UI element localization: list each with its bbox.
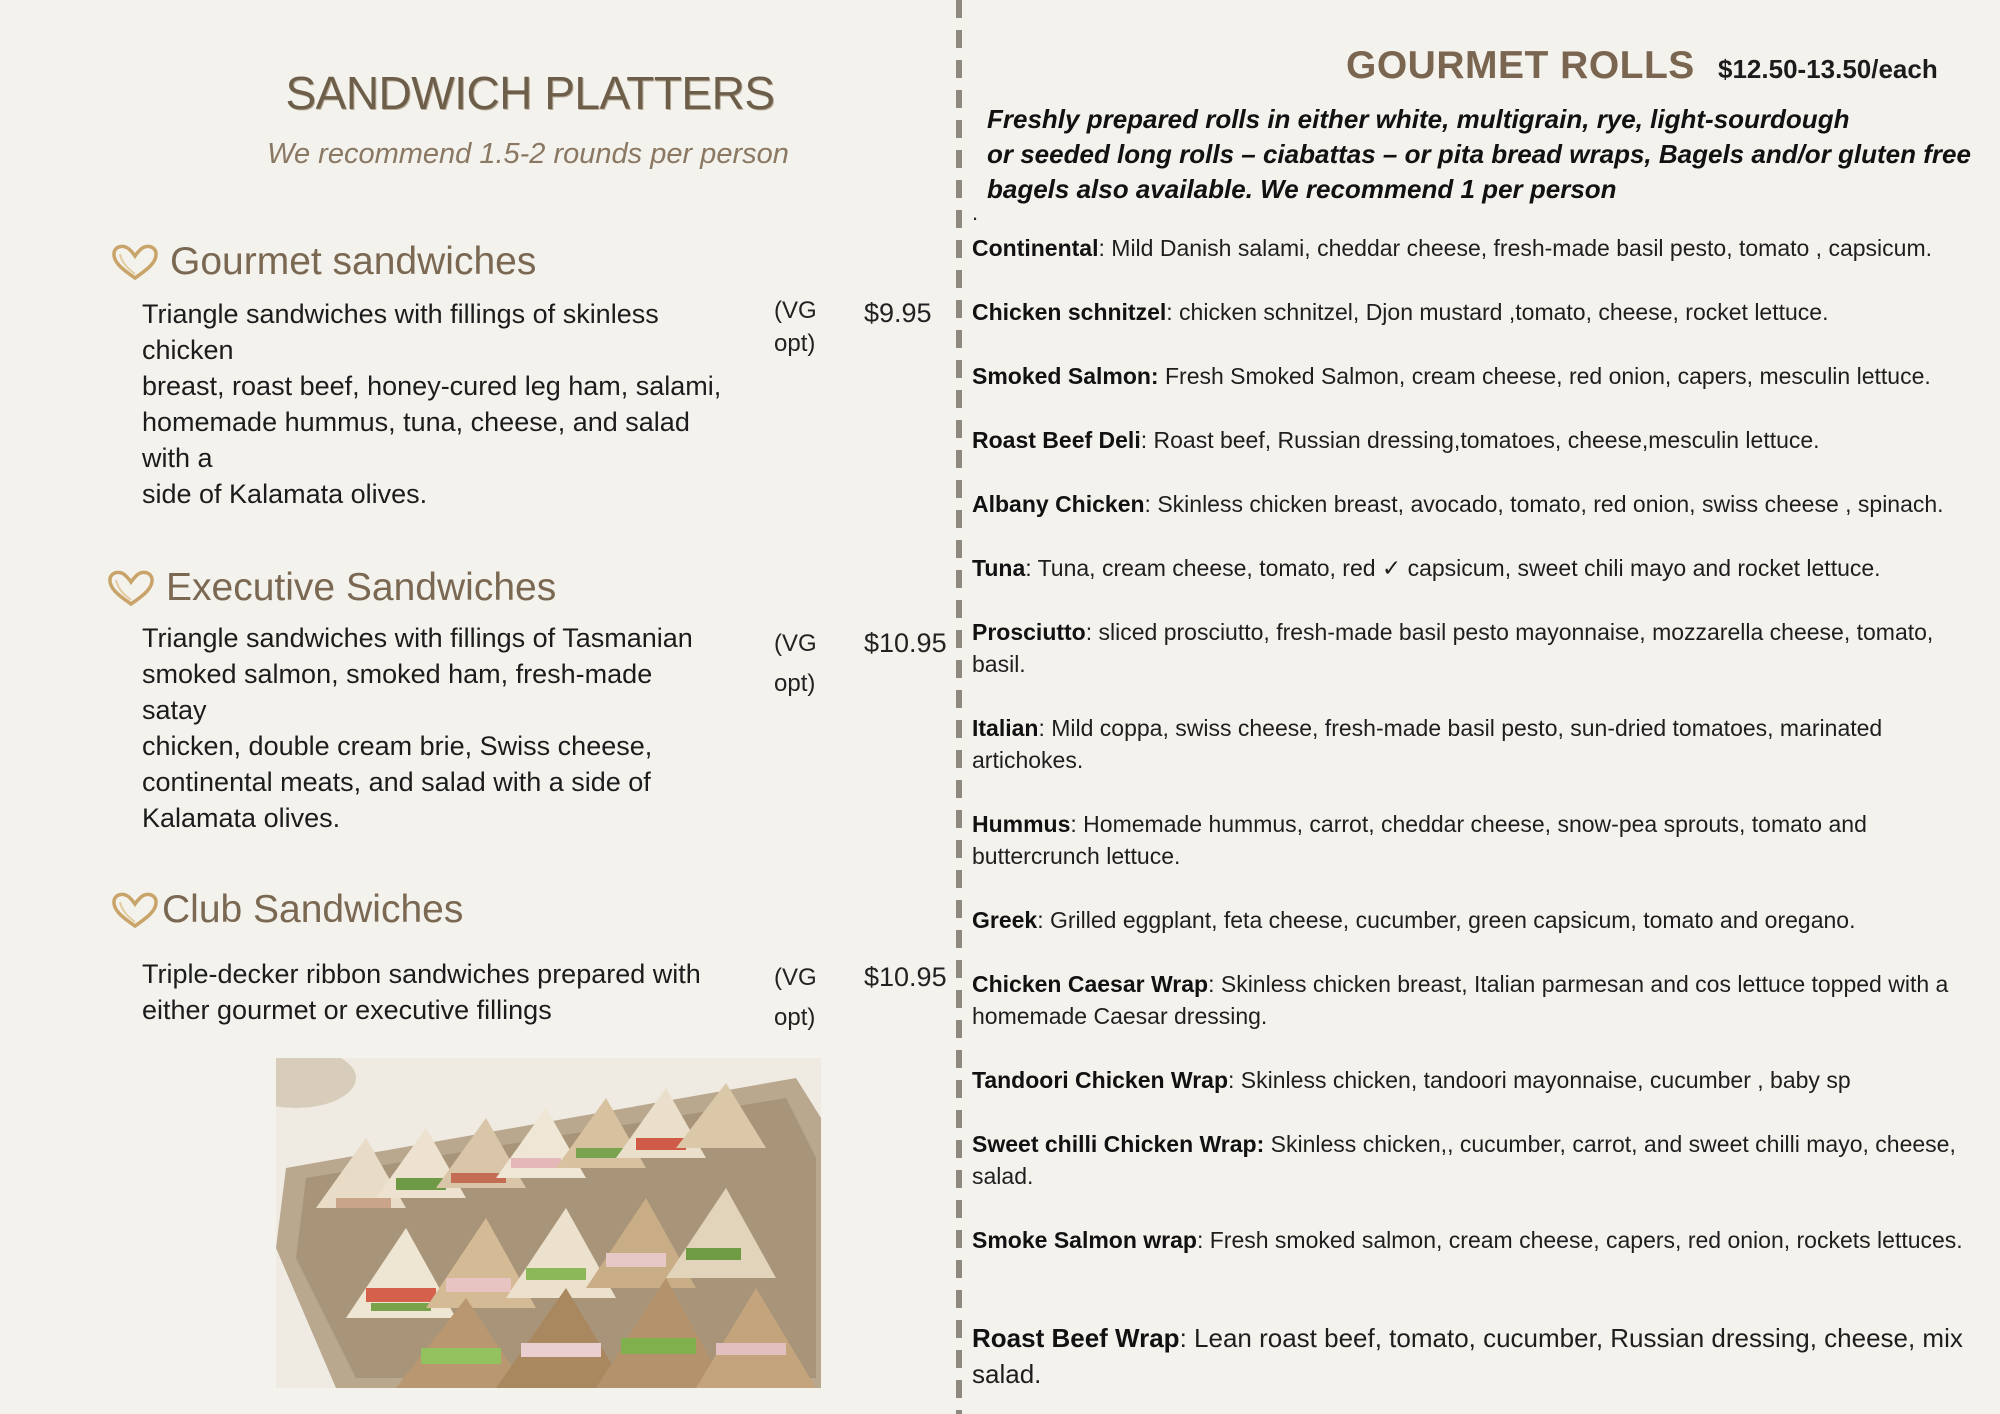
sandwich-platter-photo	[276, 1058, 821, 1388]
rolls-price: $12.50-13.50/each	[1718, 54, 1938, 84]
roll-item	[972, 552, 1992, 584]
roll-description: : Skinless chicken, tandoori mayonnaise, cucumber , baby sp	[1228, 1067, 1851, 1093]
roll-description: : Skinless chicken breast, Italian parmesan and cos lettuce topped with a homemade Caesar dressing.	[972, 971, 1949, 1029]
desc-line: Triangle sandwiches with fillings of Tasmanian	[142, 623, 693, 653]
roll-item	[972, 616, 1992, 680]
desc-line: either gourmet or executive fillings	[142, 995, 552, 1025]
desc-line: continental meats, and salad with a side of	[142, 767, 651, 797]
roll-description: : chicken schnitzel, Djon mustard ,tomato, cheese, rocket lettuce.	[1166, 299, 1829, 325]
desc-line: Kalamata olives.	[142, 803, 341, 833]
roll-description: : Roast beef, Russian dressing,tomatoes, cheese,mesculin lettuce.	[1140, 427, 1820, 453]
section-heading-club	[110, 888, 463, 932]
desc-line: breast, roast beef, honey-cured leg ham, salami,	[142, 371, 722, 401]
heart-icon	[106, 568, 156, 608]
roll-item	[972, 1224, 1992, 1256]
roll-item	[972, 424, 1992, 456]
rolls-intro	[987, 102, 1987, 207]
roll-name: Prosciutto	[972, 619, 1086, 645]
roll-item	[972, 968, 1992, 1032]
section-title: Club Sandwiches	[162, 888, 464, 931]
section-title: Executive Sandwiches	[166, 566, 557, 609]
desc-line: homemade hummus, tuna, cheese, and salad	[142, 407, 690, 437]
desc-line: Triangle sandwiches with fillings of skinless	[142, 299, 659, 329]
roll-description: : sliced prosciutto, fresh-made basil pesto mayonnaise, mozzarella cheese, tomato, basil.	[972, 619, 1934, 677]
heart-icon	[110, 242, 160, 282]
roll-item	[972, 712, 1992, 776]
roll-name: Smoked Salmon:	[972, 363, 1159, 389]
roll-name: Sweet chilli Chicken Wrap:	[972, 1131, 1265, 1157]
roll-item	[972, 808, 1992, 872]
roll-name: Roast Beef Wrap	[972, 1323, 1180, 1353]
intro-line: or seeded long rolls – ciabattas – or pita bread wraps, Bagels and/or gluten free	[987, 139, 1971, 169]
roll-description: Fresh Smoked Salmon, cream cheese, red onion, capers, mesculin lettuce.	[1158, 363, 1931, 389]
rolls-title: GOURMET ROLLS	[1346, 44, 1695, 87]
roll-item	[972, 1128, 1992, 1192]
roll-description: : Grilled eggplant, feta cheese, cucumber, green capsicum, tomato and oregano.	[1037, 907, 1856, 933]
roll-name: Roast Beef Deli	[972, 427, 1141, 453]
vg-line: opt)	[774, 330, 816, 357]
vg-line: opt)	[774, 1004, 816, 1031]
desc-line: smoked salmon, smoked ham, fresh-made	[142, 659, 653, 689]
vg-line: (VG	[774, 630, 817, 657]
section-description	[142, 956, 752, 1028]
desc-line: with a	[142, 443, 213, 473]
roll-description: : Fresh smoked salmon, cream cheese, capers, red onion, rockets lettuces.	[1196, 1227, 1963, 1253]
desc-line: side of Kalamata olives.	[142, 479, 428, 509]
roll-name: Chicken schnitzel	[972, 299, 1167, 325]
section-description	[142, 296, 722, 512]
vg-line: (VG	[774, 297, 817, 324]
roll-name: Chicken Caesar Wrap	[972, 971, 1209, 997]
roll-name: Greek	[972, 907, 1038, 933]
roll-item	[972, 904, 1992, 936]
roll-item	[972, 1320, 1992, 1392]
stray-dot: .	[972, 200, 979, 225]
desc-line: Triple-decker ribbon sandwiches prepared with	[142, 959, 701, 989]
roll-description: : Skinless chicken breast, avocado, tomato, red onion, swiss cheese , spinach.	[1144, 491, 1944, 517]
intro-line: Freshly prepared rolls in either white, multigrain, rye, light-sourdough	[987, 104, 1850, 134]
platters-subtitle: We recommend 1.5-2 rounds per person	[267, 138, 789, 170]
roll-description: : Tuna, cream cheese, tomato, red ✓ capsicum, sweet chili mayo and rocket lettuce.	[1025, 555, 1881, 581]
roll-description: Skinless chicken,, cucumber, carrot, and sweet chilli mayo, cheese, salad.	[972, 1131, 1956, 1189]
sandwich-tray-illustration	[276, 1058, 821, 1388]
roll-name: Smoke Salmon wrap	[972, 1227, 1197, 1253]
section-title: Gourmet sandwiches	[170, 240, 537, 283]
vg-line: opt)	[774, 670, 816, 697]
roll-description: : Lean roast beef, tomato, cucumber, Russian dressing, cheese, mix salad.	[972, 1323, 1963, 1389]
roll-description: : Homemade hummus, carrot, cheddar cheese, snow-pea sprouts, tomato and buttercrunch lettuce.	[972, 811, 1867, 869]
vg-option-label	[774, 624, 834, 704]
heart-icon	[110, 890, 160, 930]
section-heading-executive	[106, 566, 556, 610]
desc-line: satay	[142, 695, 207, 725]
price-label: $10.95	[864, 628, 947, 658]
roll-item	[972, 1064, 1992, 1096]
desc-line: chicken, double cream brie, Swiss cheese,	[142, 731, 653, 761]
intro-line: bagels also available. We recommend 1 per person	[987, 174, 1617, 204]
desc-line: chicken	[142, 335, 234, 365]
price-label: $10.95	[864, 962, 947, 992]
platters-title: SANDWICH PLATTERS	[285, 67, 775, 119]
price-label: $9.95	[864, 298, 932, 328]
roll-item	[972, 296, 1992, 328]
roll-item	[972, 232, 1992, 264]
roll-description: : Mild coppa, swiss cheese, fresh-made basil pesto, sun-dried tomatoes, marinated artichokes.	[972, 715, 1883, 773]
roll-name: Tuna	[972, 555, 1026, 581]
column-divider	[956, 0, 962, 1414]
roll-name: Continental	[972, 235, 1099, 261]
roll-name: Tandoori Chicken Wrap	[972, 1067, 1229, 1093]
vg-option-label	[774, 958, 834, 1038]
roll-name: Hummus	[972, 811, 1071, 837]
roll-item	[972, 360, 1992, 392]
section-description	[142, 620, 722, 836]
section-heading-gourmet	[110, 240, 536, 284]
vg-line: (VG	[774, 964, 817, 991]
roll-name: Italian	[972, 715, 1039, 741]
roll-description: : Mild Danish salami, cheddar cheese, fresh-made basil pesto, tomato , capsicum.	[1098, 235, 1932, 261]
roll-name: Albany Chicken	[972, 491, 1145, 517]
roll-item	[972, 488, 1992, 520]
vg-option-label	[774, 294, 834, 360]
